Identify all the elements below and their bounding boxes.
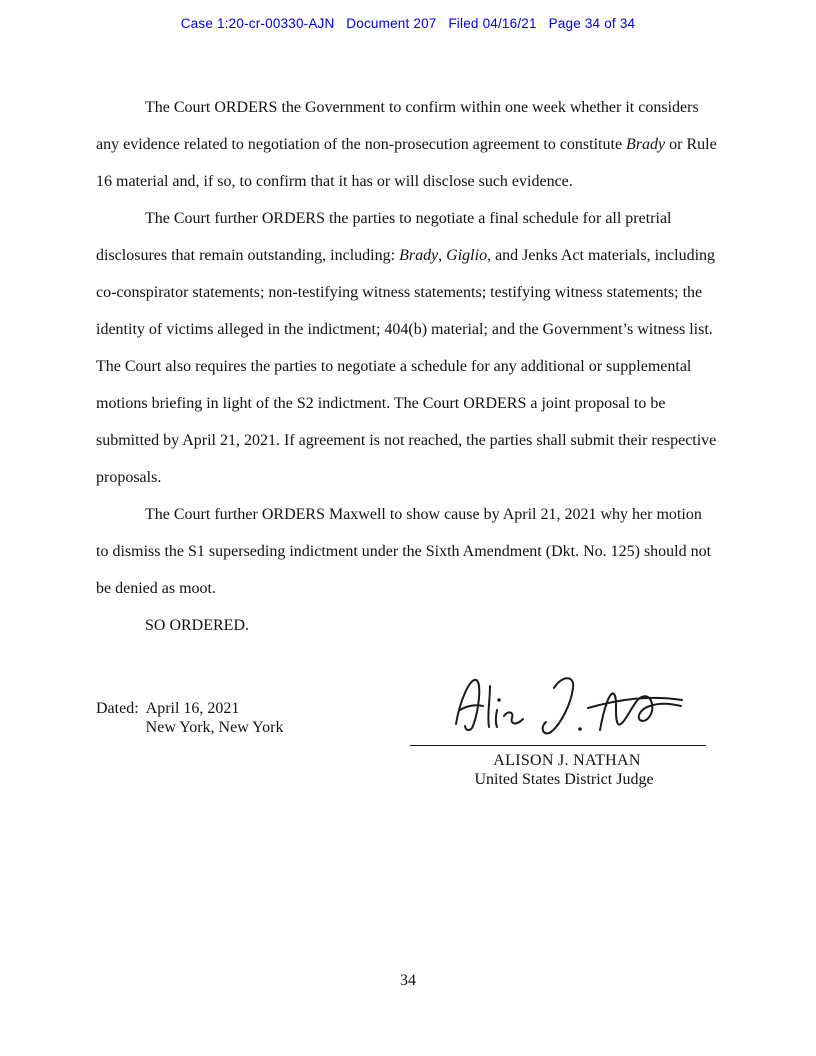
italic-case-name: Giglio [446,247,488,264]
judge-signature-image [450,666,686,746]
paragraph-text: The Court further ORDERS Maxwell to show cause by April 21, 2021 why her motion to dismiss the S1 superseding indictment under the Sixth Amendment (Dkt. No. 125) should not be denied as moot. [96,506,712,597]
dated-place: New York, New York [145,719,284,736]
dated-date: April 16, 2021 [145,700,240,717]
paragraph-text: The Court ORDERS the Government to confirm within one week whether it considers any evidence related to negotiation of the non-prosecution agreement to constitute [96,99,699,153]
paragraph-text: or Rule 16 material and, if so, to confirm that it has or will disclose such evidence. [96,136,717,190]
body-paragraph [96,607,718,644]
dated-label: Dated: [96,700,139,717]
body-paragraph [96,496,718,607]
body-paragraph [96,200,718,496]
paragraph-text: The Court further ORDERS the parties to negotiate a final schedule for all pretrial disclosures that remain outstanding, including: [96,210,672,264]
italic-case-name: Brady [399,247,439,264]
judge-name: ALISON J. NATHAN [493,752,641,769]
dated-block [96,699,283,737]
signature-line [410,745,706,746]
dated-lines [146,699,284,737]
signature-block [410,666,706,789]
case-stamp-header: Case 1:20-cr-00330-AJN Document 207 Filed 04/16/21 Page 34 of 34 [180,16,636,31]
body-paragraph [96,89,718,200]
paragraph-text: , and Jenks Act materials, including co-conspirator statements; non-testifying witness statements; testifying witness statements; the identity of victims alleged in the indictment; 404(b) material; and the Government’s witness list. The Court also requires the parties to negotiate a schedule for any additional or supplemental motions briefing in light of the S2 indictment. The Court ORDERS a joint proposal to be submitted by April 21, 2021. If agreement is not reached, the parties shall submit their respective proposals. [96,247,717,486]
italic-case-name: Brady [626,136,666,153]
paragraph-text: SO ORDERED. [145,617,250,634]
judge-title: United States District Judge [474,771,654,788]
page-number: 34 [400,972,416,989]
paragraph-text: , [438,247,447,264]
order-body [96,89,718,644]
